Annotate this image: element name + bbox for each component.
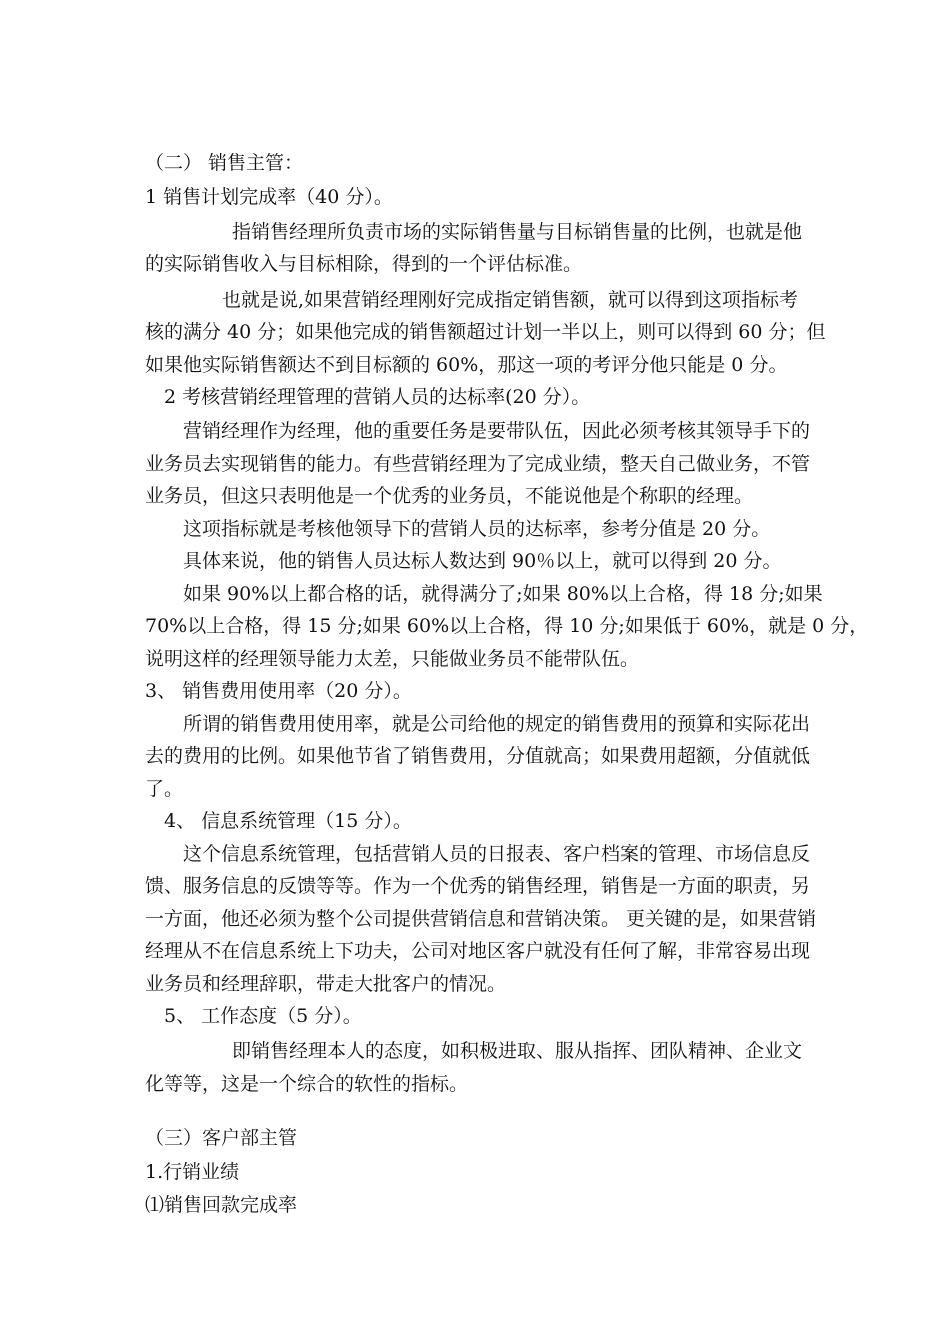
item4-para1-line5: 业务员和经理辞职，带走大批客户的情况。 [145,973,507,995]
item1-para1-line1: 指销售经理所负责市场的实际销售量与目标销售量的比例，也就是他 [232,221,803,243]
item1-para2-line1: 也就是说,如果营销经理刚好完成指定销售额，就可以得到这项指标考 [222,289,799,311]
item4-title: 4、 信息系统管理（15 分）。 [164,810,412,832]
section3-sub1: ⑴销售回款完成率 [145,1194,298,1216]
item1-para1-line2: 的实际销售收入与目标相除，得到的一个评估标准。 [145,253,583,275]
item2-para3: 具体来说，他的销售人员达标人数达到 90％以上，就可以得到 20 分。 [183,550,782,572]
item3-para1-line1: 所谓的销售费用使用率，就是公司给他的规定的销售费用的预算和实际花出 [183,713,811,735]
item4-para1-line3: 一方面，他还必须为整个公司提供营销信息和营销决策。 更关键的是，如果营销 [145,908,817,930]
section2-heading: （二） 销售主管： [145,152,304,174]
item5-para1-line2: 化等等，这是一个综合的软性的指标。 [145,1073,469,1095]
section3-heading: （三）客户部主管 [145,1127,298,1149]
item3-para1-line2: 去的费用的比例。如果他节省了销售费用，分值就高；如果费用超额，分值就低 [145,745,811,767]
item2-para1-line1: 营销经理作为经理，他的重要任务是要带队伍，因此必须考核其领导手下的 [183,420,811,442]
item2-para4-line1: 如果 90%以上都合格的话，就得满分了;如果 80%以上合格，得 18 分;如果 [183,583,823,605]
item2-para4-line3: 说明这样的经理领导能力太差，只能做业务员不能带队伍。 [145,648,640,670]
item4-para1-line2: 馈、服务信息的反馈等等。作为一个优秀的销售经理，销售是一方面的职责，另 [145,875,811,897]
item2-para1-line2: 业务员去实现销售的能力。有些营销经理为了完成业绩，整天自己做业务，不管 [145,453,811,475]
item3-title: 3、 销售费用使用率（20 分）。 [145,680,412,702]
item3-para1-line3: 了。 [145,778,184,800]
item2-title: 2 考核营销经理管理的营销人员的达标率(20 分）。 [164,386,591,408]
item5-title: 5、 工作态度（5 分）。 [164,1005,362,1027]
item2-para4-line2: 70%以上合格，得 15 分;如果 60%以上合格，得 10 分;如果低于 60%，就是 0 分， [145,615,869,637]
item4-para1-line4: 经理从不在信息系统上下功夫，公司对地区客户就没有任何了解，非常容易出现 [145,940,811,962]
item5-para1-line1: 即销售经理本人的态度，如积极进取、服从指挥、团队精神、企业文 [232,1040,803,1062]
item1-para2-line3: 如果他实际销售额达不到目标额的 60%，那这一项的考评分他只能是 0 分。 [145,354,788,376]
item1-para2-line2: 核的满分 40 分；如果他完成的销售额超过计划一半以上，则可以得到 60 分；但 [145,321,826,343]
item4-para1-line1: 这个信息系统管理，包括营销人员的日报表、客户档案的管理、市场信息反 [183,843,811,865]
item2-para1-line3: 业务员，但这只表明他是一个优秀的业务员，不能说他是个称职的经理。 [145,485,754,507]
section3-item1: 1.行销业绩 [145,1161,240,1183]
item2-para2: 这项指标就是考核他领导下的营销人员的达标率，参考分值是 20 分。 [183,518,771,540]
item1-title: 1 销售计划完成率（40 分）。 [145,186,393,208]
